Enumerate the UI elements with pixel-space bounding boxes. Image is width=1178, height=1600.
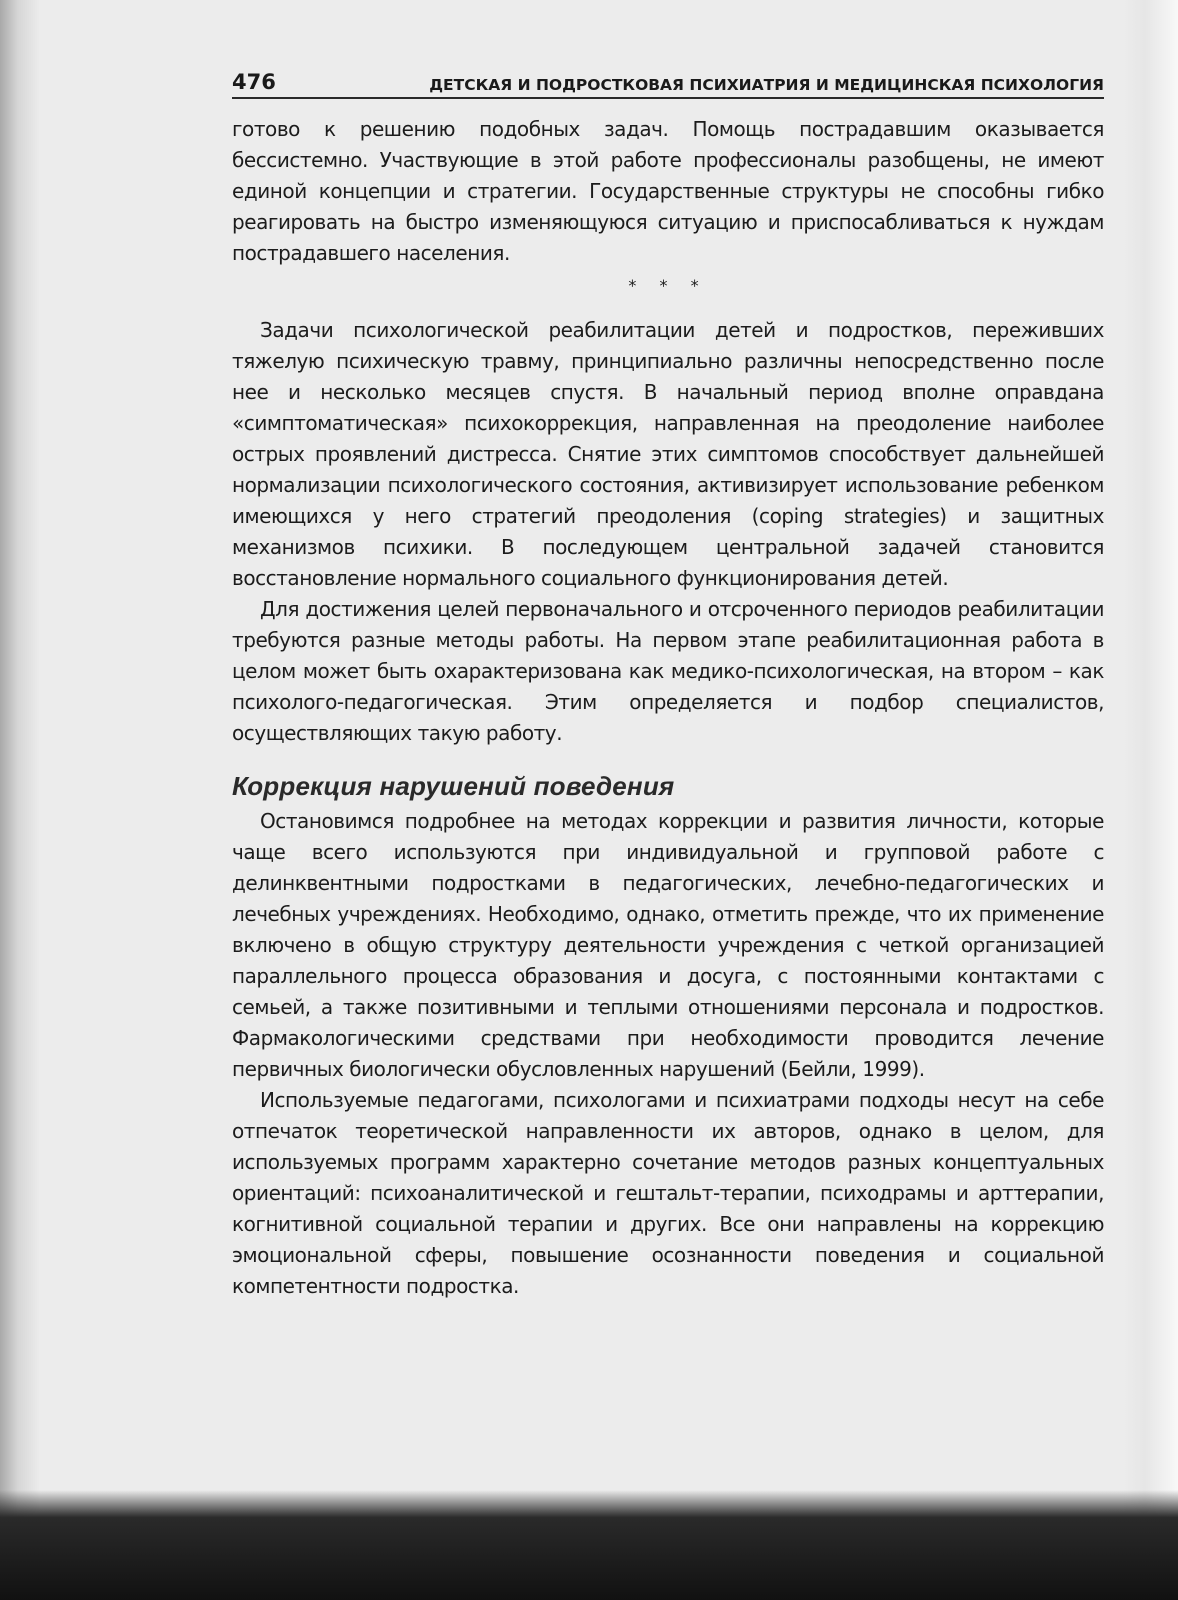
paragraph-continued: готово к решению подобных задач. Помощь пострадавшим оказывается бессистемно. Участвующие в этой работе профессионалы разобщены, не имеют единой концепции и стратегии. Государственные структуры не способны гибко реагировать на быстро изменяющуюся ситуацию и приспосабливаться к нуждам пострадавшего населения. (232, 117, 1104, 265)
scan-shadow-left (0, 0, 40, 1600)
scan-shadow-right (1123, 0, 1178, 1600)
paragraph: Задачи психологической реабилитации детей и подростков, переживших тяжелую психическую травму, принципиально различны непосредственно после нее и несколько месяцев спустя. В начальный период вполне оправдана «симптоматическая» психокоррекция, направленная на преодоление наиболее острых проявлений дистресса. Снятие этих симптомов способствует дальнейшей нормализации психологического состояния, активизирует использование ребенком имеющихся у него стратегий преодоления (coping strategies) и защитных механизмов психики. В последующем центральной задачей становится восстановление нормального социального функционирования детей. (232, 318, 1104, 590)
section-heading: Коррекция нарушений поведения (232, 771, 675, 801)
section-separator: * * * (628, 276, 708, 295)
running-title: ДЕТСКАЯ И ПОДРОСТКОВАЯ ПСИХИАТРИЯ И МЕДИЦИНСКАЯ ПСИХОЛОГИЯ (429, 76, 1104, 94)
book-page (232, 70, 1104, 1302)
running-header (232, 70, 1104, 99)
page-number: 476 (232, 70, 276, 94)
body-text (232, 114, 1104, 1302)
paragraph: Используемые педагогами, психологами и психиатрами подходы несут на себе отпечаток теоретической направленности их авторов, однако в целом, для используемых программ характерно сочетание методов разных концептуальных ориентаций: психоаналитической и гештальт-терапии, психодрамы и арттерапии, когнитивной социальной терапии и других. Все они направлены на коррекцию эмоциональной сферы, повышение осознанности поведения и социальной компетентности подростка. (232, 1088, 1104, 1298)
paragraph: Остановимся подробнее на методах коррекции и развития личности, которые чаще всего используются при индивидуальной и групповой работе с делинквентными подростками в педагогических, лечебно-педагогических и лечебных учреждениях. Необходимо, однако, отметить прежде, что их применение включено в общую структуру деятельности учреждения с четкой организацией параллельного процесса образования и досуга, с постоянными контактами с семьей, а также позитивными и теплыми отношениями персонала и подростков. Фармакологическими средствами при необходимости проводится лечение первичных биологически обусловленных нарушений (Бейли, 1999). (232, 809, 1104, 1081)
paragraph: Для достижения целей первоначального и отсроченного периодов реабилитации требуются разные методы работы. На первом этапе реабилитационная работа в целом может быть охарактеризована как медико-психологическая, на втором – как психолого-педагогическая. Этим определяется и подбор специалистов, осуществляющих такую работу. (232, 597, 1104, 745)
scan-shadow-bottom (0, 1490, 1178, 1600)
